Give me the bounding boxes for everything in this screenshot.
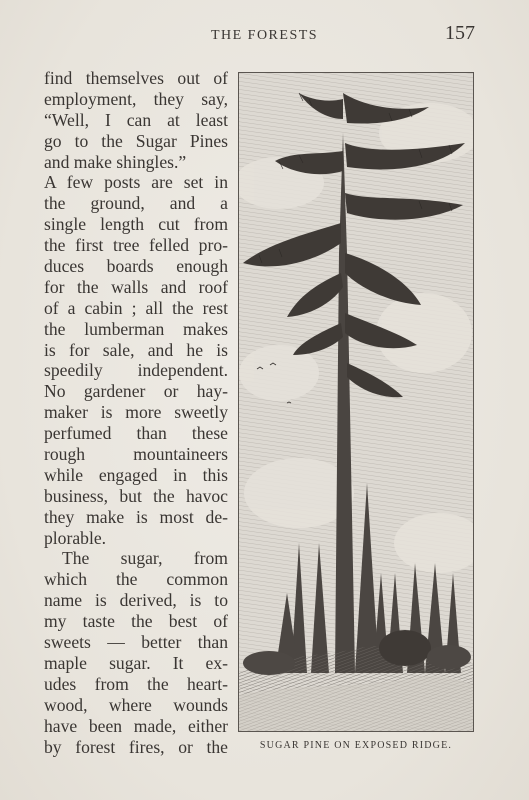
- text-line: the lumberman makes: [44, 318, 228, 339]
- text-line: find themselves out of: [44, 68, 228, 88]
- text-line: sweets — better than: [44, 632, 228, 653]
- text-line: No gardener or hay-: [44, 381, 228, 402]
- text-line: have been made, either: [44, 715, 228, 736]
- text-line: maker is more sweetly: [44, 402, 228, 423]
- text-line: plorable.: [44, 527, 107, 548]
- engraving-illustration: [238, 72, 474, 732]
- text-line: they make is most de-: [44, 506, 228, 527]
- text-line: perfumed than these: [44, 423, 228, 444]
- text-line: go to the Sugar Pines: [44, 130, 228, 151]
- body-text-column: [44, 68, 228, 757]
- text-line: is for sale, and he is: [44, 339, 228, 360]
- text-line: of a cabin ; all the rest: [44, 297, 228, 318]
- text-line: the ground, and a: [44, 193, 228, 214]
- text-line: name is derived, is to: [44, 590, 228, 611]
- text-line: rough mountaineers: [44, 444, 228, 465]
- text-line: The sugar, from: [62, 548, 228, 569]
- text-line: “Well, I can at least: [44, 109, 228, 130]
- text-line: A few posts are set in: [44, 172, 228, 193]
- text-line: udes from the heart-: [44, 673, 228, 694]
- text-line: while engaged in this: [44, 464, 228, 485]
- text-line: single length cut from: [44, 214, 228, 235]
- text-line: wood, where wounds: [44, 694, 228, 715]
- text-line: employment, they say,: [44, 88, 228, 109]
- text-line: for the walls and roof: [44, 276, 228, 297]
- figure-caption: SUGAR PINE ON EXPOSED RIDGE.: [259, 740, 453, 751]
- text-line: and make shingles.”: [44, 151, 187, 172]
- text-line: my taste the best of: [44, 611, 228, 632]
- text-line: the first tree felled pro-: [44, 235, 228, 256]
- running-header: THE FORESTS: [210, 28, 319, 43]
- text-line: which the common: [44, 569, 228, 590]
- text-line: maple sugar. It ex-: [44, 652, 228, 673]
- page-number: 157: [445, 22, 475, 44]
- text-line: business, but the havoc: [44, 485, 228, 506]
- sugar-pine-engraving: [239, 73, 473, 731]
- text-line: speedily independent.: [44, 360, 228, 381]
- text-line: duces boards enough: [44, 256, 228, 277]
- text-line: by forest fires, or the: [44, 736, 228, 757]
